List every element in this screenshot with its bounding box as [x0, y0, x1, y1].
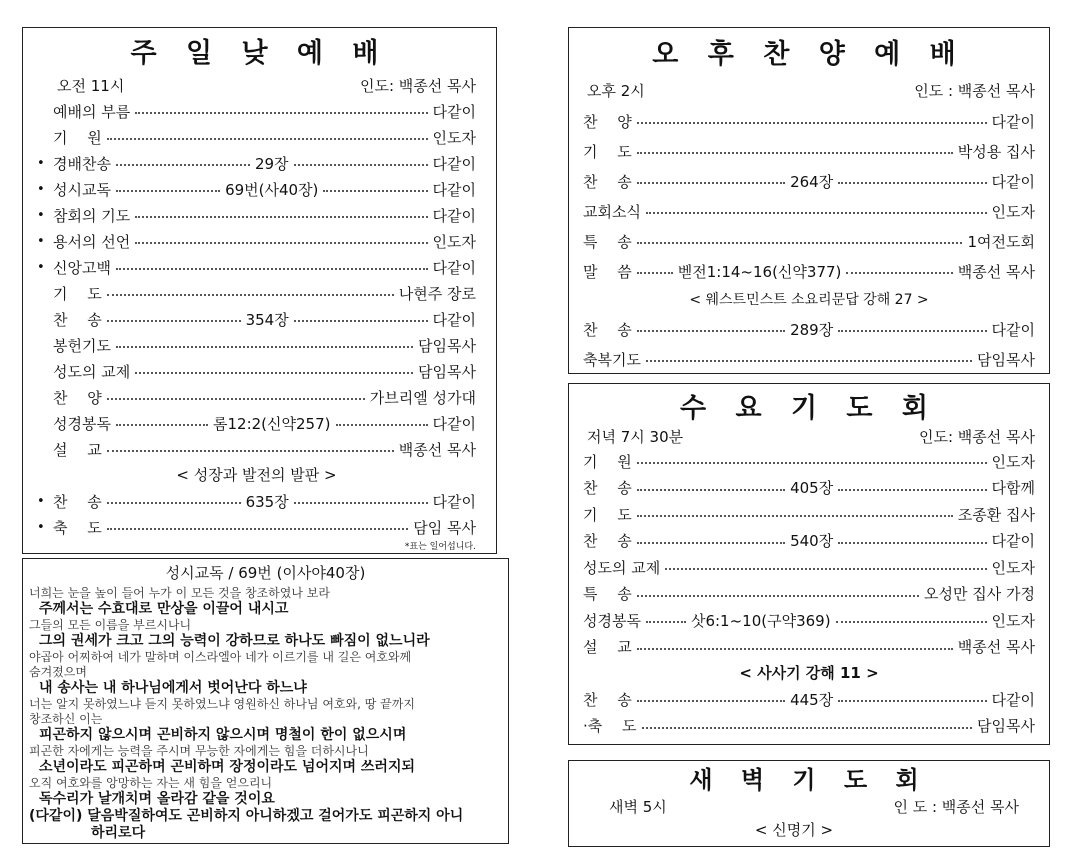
order-row — [37, 410, 476, 436]
order-value: 조종환 집사 — [957, 505, 1035, 524]
dawn-service-title: 새 벽 기 도 회 — [689, 766, 929, 794]
order-detail: 264장 — [790, 172, 834, 191]
response-line: 하리로다 — [91, 825, 146, 841]
order-label: 봉헌기도 — [53, 336, 111, 355]
bullet-mark: • — [37, 259, 45, 275]
leader-line: 너희는 눈을 높이 들어 누가 이 모든 것을 창조하였나 보라 — [29, 586, 330, 600]
order-detail: 635장 — [245, 492, 289, 511]
order-row — [37, 150, 476, 176]
dot-leader — [116, 424, 208, 426]
wednesday-service-title: 수 요 기 도 회 — [679, 393, 938, 424]
order-detail: 69번(사40장) — [225, 180, 319, 199]
response-line: 주께서는 수효대로 만상을 이끌어 내시고 — [39, 601, 289, 617]
dot-leader — [637, 182, 785, 184]
dot-leader — [107, 138, 428, 140]
order-value: 다같이 — [991, 112, 1035, 131]
order-value: 담임목사 — [977, 350, 1035, 369]
dot-leader — [646, 360, 972, 362]
order-label: 기 원 — [583, 452, 632, 471]
order-label: 설 교 — [53, 440, 102, 459]
dot-leader — [116, 164, 250, 166]
order-label: 교회소식 — [583, 202, 641, 221]
order-value: 다같이 — [991, 690, 1036, 709]
order-detail: 540장 — [790, 532, 834, 551]
order-row — [583, 196, 1035, 226]
dot-leader — [107, 294, 394, 296]
order-value: 인도자 — [432, 128, 476, 147]
order-value: 1여전도회 — [967, 232, 1035, 251]
order-row — [583, 686, 1035, 713]
order-value: 다같이 — [991, 320, 1036, 339]
sunday-service-time: 오전 11시 — [57, 77, 125, 95]
order-label: 성도의 교제 — [583, 558, 661, 577]
bullet-mark: • — [37, 181, 45, 197]
dot-leader — [336, 424, 428, 426]
response-line: 독수리가 날개치며 올라감 같을 것이요 — [39, 791, 275, 807]
dot-leader — [294, 164, 428, 166]
order-label: 경배찬송 — [53, 154, 111, 173]
bullet-mark: • — [37, 155, 45, 171]
order-row — [37, 306, 476, 332]
dot-leader — [323, 190, 427, 192]
leader-line: 피곤한 자에게는 능력을 주시며 무능한 자에게는 힘을 더하시나니 — [29, 744, 369, 758]
standing-note: *표는 일어섭니다. — [404, 542, 476, 552]
dot-leader — [637, 595, 919, 597]
dot-leader — [107, 398, 365, 400]
order-label: 찬 송 — [53, 310, 102, 329]
order-label: 기 도 — [583, 505, 632, 524]
response-line: 피곤하지 않으시며 곤비하지 않으시며 명철이 한이 없으시며 — [39, 727, 407, 743]
order-row — [37, 332, 476, 358]
order-row — [37, 176, 476, 202]
order-value: 담임 목사 — [413, 518, 476, 537]
dawn-service-leader: 인 도 : 백종선 목사 — [893, 798, 1019, 816]
dot-leader — [637, 122, 987, 124]
order-row — [583, 528, 1035, 555]
order-detail: 벧전1:14~16(신약377) — [677, 262, 842, 281]
order-label: 설 교 — [583, 638, 632, 657]
order-label: 특 송 — [583, 232, 632, 251]
bullet-mark: • — [37, 207, 45, 223]
dot-leader — [637, 330, 785, 332]
order-row — [37, 202, 476, 228]
dot-leader — [116, 346, 413, 348]
order-label: 말 씀 — [583, 262, 632, 281]
order-row — [583, 226, 1035, 256]
dot-leader — [135, 242, 427, 244]
order-detail: 405장 — [790, 479, 834, 498]
dot-leader — [665, 568, 986, 570]
order-label: 축 도 — [53, 518, 102, 537]
order-value: 가브리엘 성가대 — [369, 388, 476, 407]
order-value: 인도자 — [991, 202, 1035, 221]
order-value: 담임목사 — [977, 717, 1035, 736]
order-label: 찬 송 — [53, 492, 102, 511]
dot-leader — [646, 212, 987, 214]
order-label: 찬 양 — [53, 388, 102, 407]
order-label: 찬 송 — [583, 690, 632, 709]
bullet-mark: • — [37, 233, 45, 249]
order-value: 다같이 — [991, 532, 1036, 551]
sunday-service-leader: 인도: 백종선 목사 — [359, 77, 476, 95]
response-line: 그의 권세가 크고 그의 능력이 강하므로 하나도 빠짐이 없느니라 — [39, 633, 430, 649]
order-row — [37, 358, 476, 384]
order-label: 예배의 부름 — [53, 102, 131, 121]
wednesday-service-time: 저녁 7시 30분 — [587, 428, 684, 446]
order-label: 성시교독 — [53, 180, 111, 199]
order-row — [583, 344, 1035, 374]
order-value: 다같이 — [432, 102, 476, 121]
order-value: 박성용 집사 — [957, 142, 1035, 161]
order-label: ·축 도 — [583, 717, 637, 736]
order-detail: 삿6:1~10(구약369) — [690, 611, 831, 630]
order-label: 용서의 선언 — [53, 232, 131, 251]
dot-leader — [838, 489, 986, 491]
order-row — [583, 106, 1035, 136]
sunday-service-meta — [37, 74, 482, 98]
dot-leader — [107, 450, 394, 452]
order-row — [583, 475, 1035, 502]
order-label: 찬 송 — [583, 479, 632, 498]
order-value: 다같이 — [432, 258, 476, 277]
dot-leader — [836, 621, 987, 623]
order-value: 백종선 목사 — [957, 638, 1035, 657]
dawn-service-box — [568, 760, 1050, 847]
response-line: (다같이) 달음박질하여도 곤비하지 아니하겠고 걸어가도 피곤하지 아니 — [29, 808, 464, 824]
leader-line: 그들의 모든 이름을 부르시나니 — [29, 618, 192, 632]
order-row — [37, 436, 476, 462]
dot-leader — [135, 372, 413, 374]
judges-study-title: < 사사기 강해 11 > — [739, 664, 879, 682]
bullet-mark: • — [37, 493, 45, 509]
dot-leader — [838, 182, 986, 184]
leader-line: 야곱아 어찌하여 네가 말하며 이스라엘아 네가 이르기를 내 길은 여호와께 — [29, 650, 412, 664]
order-label: 참회의 기도 — [53, 206, 131, 225]
afternoon-service-meta — [583, 76, 1035, 106]
order-row — [583, 448, 1035, 475]
sunday-service-title: 주 일 낮 예 배 — [130, 38, 389, 69]
dot-leader — [838, 700, 986, 702]
sunday-service-box — [22, 27, 497, 554]
dot-leader — [107, 528, 409, 530]
response-line: 내 송사는 내 하나님에게서 벗어난다 하느냐 — [39, 680, 307, 696]
order-label: 성경봉독 — [53, 414, 111, 433]
dot-leader — [637, 542, 785, 544]
dot-leader — [646, 621, 686, 623]
order-row — [37, 280, 476, 306]
order-detail: 29장 — [254, 154, 289, 173]
order-label: 특 송 — [583, 585, 632, 604]
order-row — [583, 256, 1035, 286]
order-row — [583, 501, 1035, 528]
dot-leader — [135, 216, 427, 218]
dot-leader — [637, 648, 953, 650]
dot-leader — [838, 330, 986, 332]
dot-leader — [294, 502, 428, 504]
dot-leader — [294, 320, 428, 322]
leader-line: 숨겨졌으며 — [29, 665, 87, 679]
order-value: 인도자 — [991, 558, 1035, 577]
wednesday-service-meta — [583, 426, 1035, 448]
order-value: 다같이 — [432, 492, 477, 511]
order-row — [37, 254, 476, 280]
dot-leader — [107, 502, 241, 504]
dot-leader — [637, 242, 963, 244]
order-value: 다같이 — [432, 154, 476, 173]
dot-leader — [642, 727, 973, 729]
order-row — [37, 124, 476, 150]
order-value: 담임목사 — [418, 362, 476, 381]
order-label: 성경봉독 — [583, 611, 641, 630]
leader-line: 창조하신 이는 — [29, 712, 103, 726]
dot-leader — [637, 489, 785, 491]
order-row — [37, 384, 476, 410]
order-value: 백종선 목사 — [957, 262, 1035, 281]
order-row — [583, 713, 1035, 740]
order-row — [37, 98, 476, 124]
afternoon-service-leader: 인도 : 백종선 목사 — [914, 82, 1035, 100]
dawn-service-time: 새벽 5시 — [609, 798, 667, 816]
leader-line: 너는 알지 못하였느냐 듣지 못하였느냐 영원하신 하나님 여호와, 땅 끝까지 — [29, 697, 415, 711]
bullet-mark: • — [37, 519, 45, 535]
dot-leader — [637, 515, 953, 517]
order-value: 다함께 — [991, 479, 1036, 498]
responsive-reading-box — [22, 558, 509, 844]
order-value: 오성만 집사 가정 — [924, 585, 1035, 604]
order-label: 기 도 — [53, 284, 102, 303]
order-label: 기 도 — [583, 142, 632, 161]
order-detail: 354장 — [245, 310, 289, 329]
order-row — [583, 166, 1035, 196]
order-row — [583, 136, 1035, 166]
order-label: 찬 송 — [583, 172, 632, 191]
leader-line: 오직 여호와를 앙망하는 자는 새 힘을 얻으리니 — [29, 776, 273, 790]
wednesday-service-box — [568, 383, 1050, 745]
order-label: 찬 양 — [583, 112, 632, 131]
order-value: 인도자 — [991, 452, 1035, 471]
afternoon-service-title: 오 후 찬 양 예 배 — [652, 39, 966, 70]
order-value: 나현주 장로 — [398, 284, 476, 303]
order-value: 담임목사 — [418, 336, 476, 355]
order-value: 다같이 — [432, 206, 476, 225]
order-row — [583, 581, 1035, 608]
order-label: 신앙고백 — [53, 258, 111, 277]
order-row — [583, 314, 1035, 344]
order-label: 찬 송 — [583, 320, 632, 339]
sunday-order-list — [37, 98, 482, 554]
dot-leader — [637, 152, 953, 154]
order-value: 다같이 — [991, 172, 1036, 191]
order-row — [583, 634, 1035, 661]
order-value: 다같이 — [432, 310, 477, 329]
order-value: 다같이 — [432, 180, 476, 199]
order-row — [37, 488, 476, 514]
order-row — [37, 228, 476, 254]
order-row — [583, 607, 1035, 634]
order-label: 성도의 교제 — [53, 362, 131, 381]
order-label: 찬 송 — [583, 532, 632, 551]
deuteronomy-title: < 신명기 > — [754, 821, 834, 839]
dawn-service-meta — [583, 795, 1035, 819]
order-detail: 롬12:2(신약257) — [213, 414, 331, 433]
order-value: 인도자 — [432, 232, 476, 251]
order-value: 인도자 — [991, 611, 1035, 630]
dot-leader — [116, 190, 220, 192]
order-label: 축복기도 — [583, 350, 641, 369]
dot-leader — [838, 542, 986, 544]
dot-leader — [846, 272, 952, 274]
afternoon-service-time: 오후 2시 — [587, 82, 645, 100]
dot-leader — [135, 112, 427, 114]
order-detail: 445장 — [790, 690, 834, 709]
dot-leader — [107, 320, 241, 322]
dot-leader — [116, 268, 428, 270]
order-value: 다같이 — [432, 414, 477, 433]
order-row — [583, 554, 1035, 581]
dot-leader — [637, 272, 673, 274]
order-detail: 289장 — [790, 320, 834, 339]
dot-leader — [637, 462, 987, 464]
catechism-title: < 웨스트민스트 소요리문답 강해 27 > — [689, 292, 929, 308]
sermon-title: < 성장과 발전의 발판 > — [176, 466, 337, 484]
order-label: 기 원 — [53, 128, 102, 147]
order-value: 백종선 목사 — [398, 440, 476, 459]
wednesday-service-leader: 인도: 백종선 목사 — [918, 428, 1035, 446]
dot-leader — [637, 700, 785, 702]
afternoon-service-box — [568, 27, 1050, 374]
response-line: 소년이라도 피곤하며 곤비하며 장정이라도 넘어지며 쓰러지되 — [39, 759, 415, 775]
responsive-reading-title: 성시교독 / 69번 (이사야40장) — [165, 564, 366, 582]
order-row — [37, 514, 476, 540]
